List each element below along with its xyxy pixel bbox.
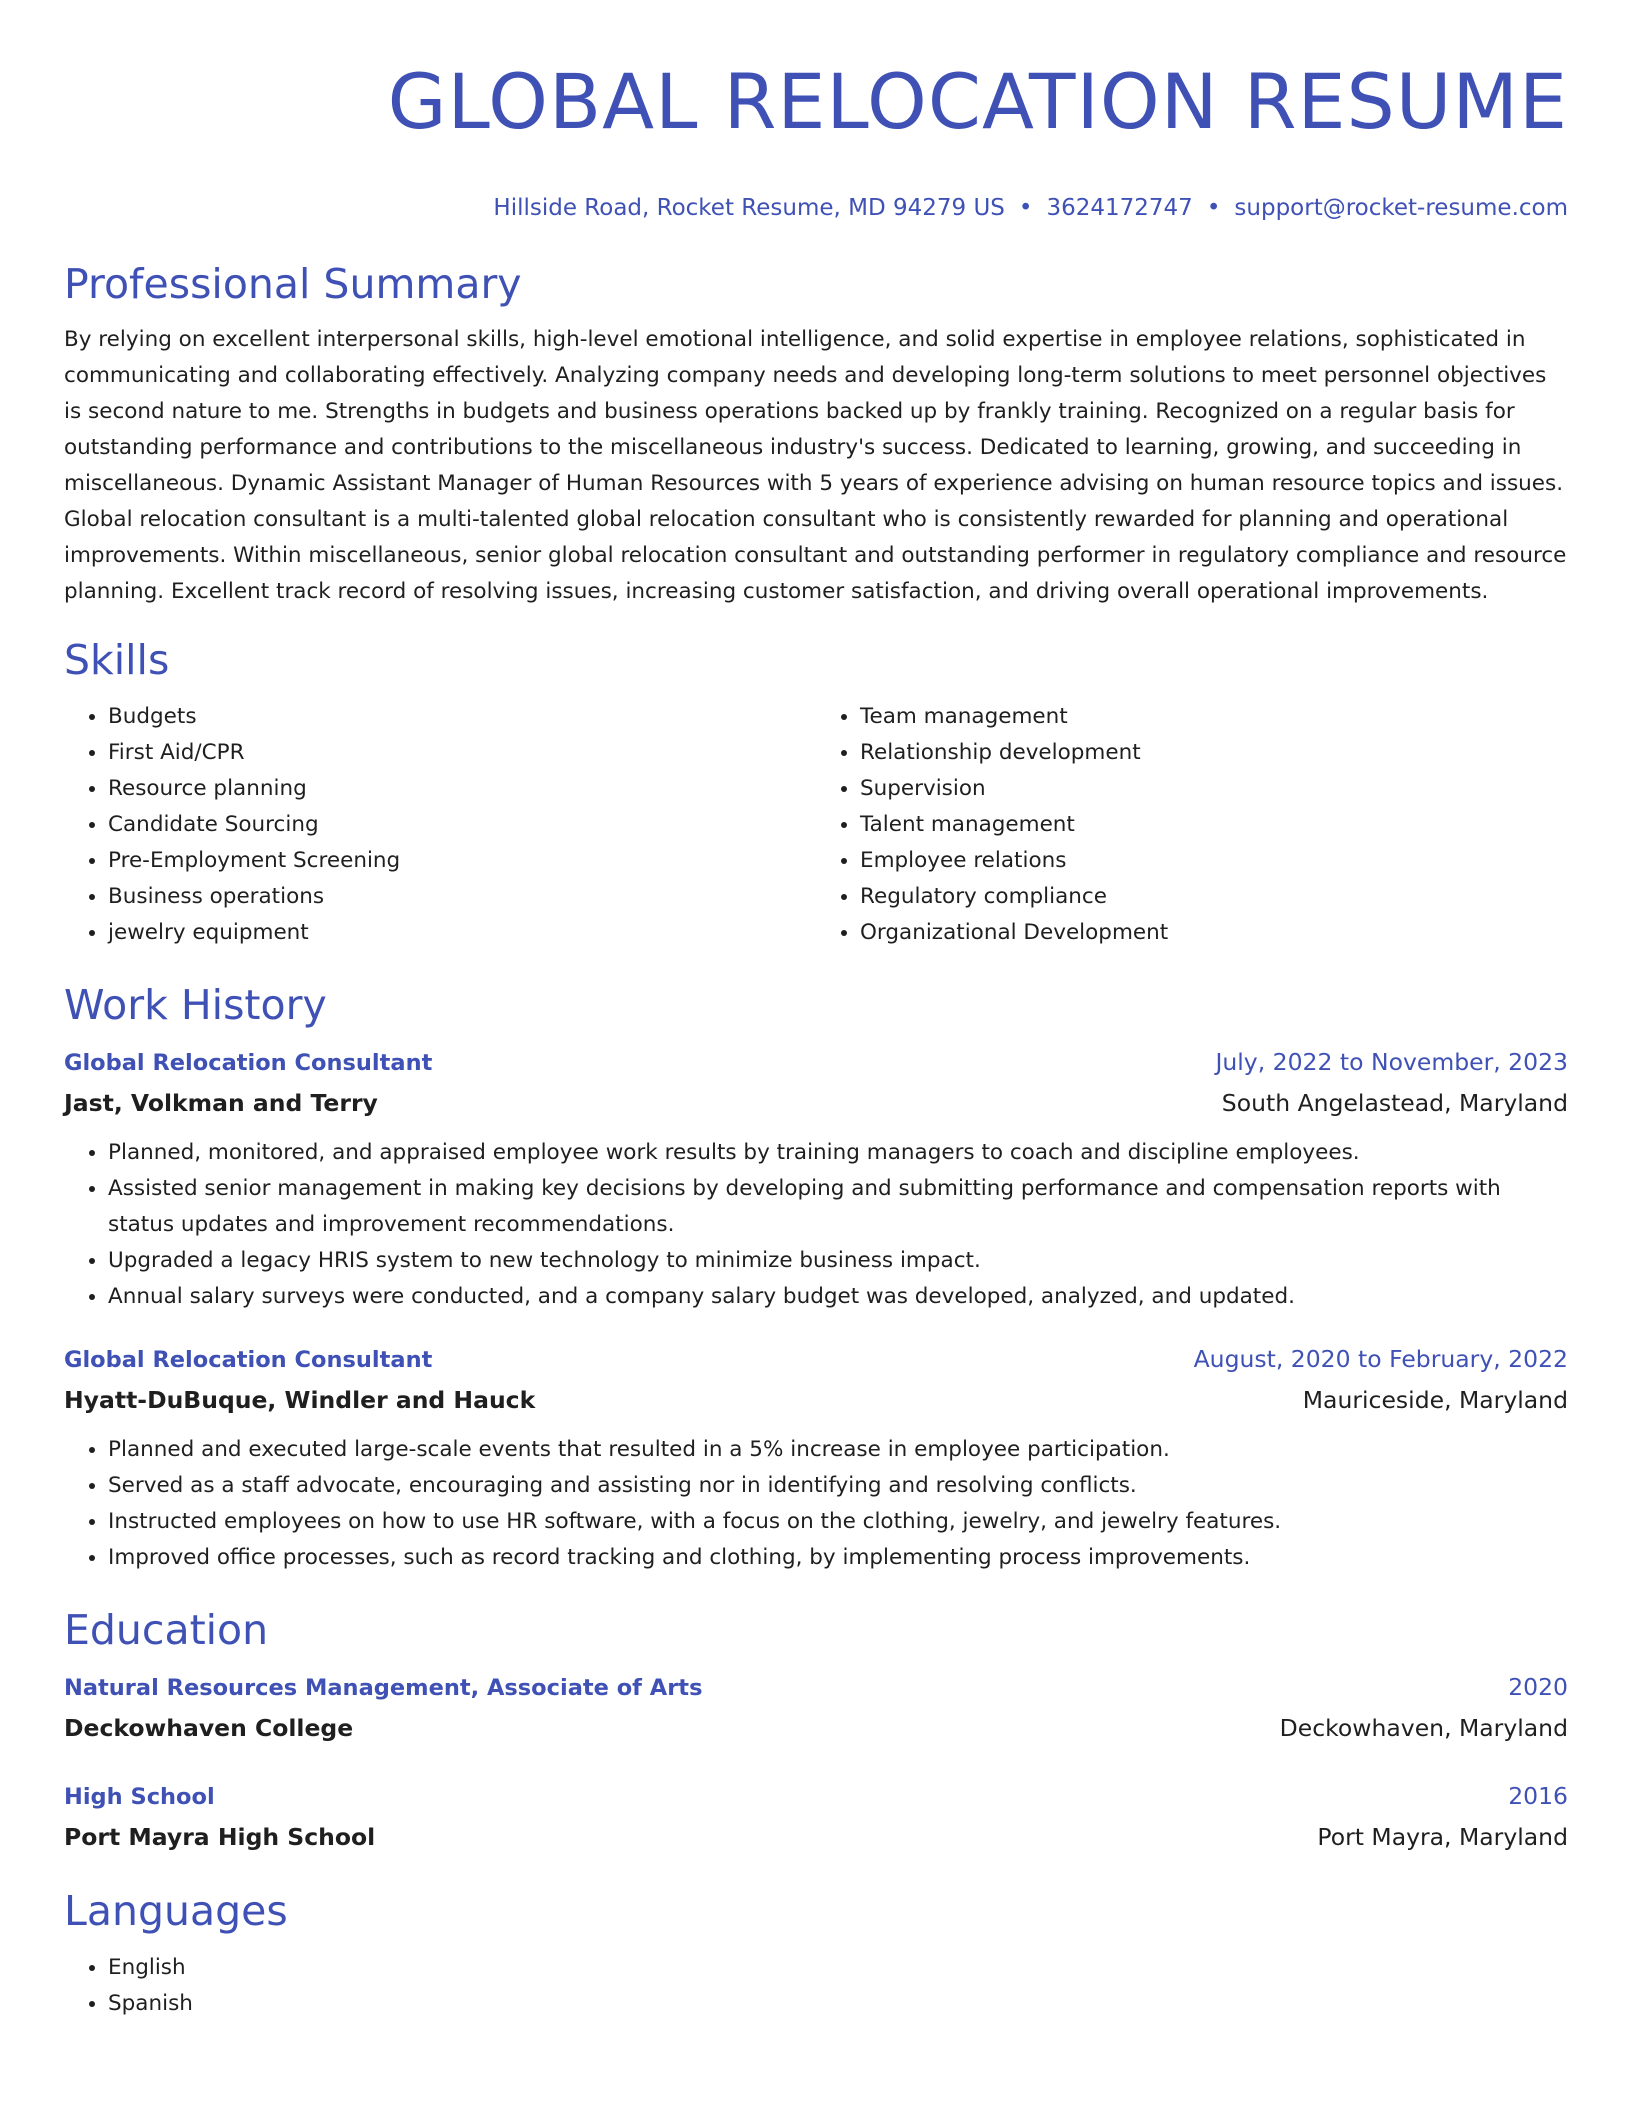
job-dates: July, 2022 to November, 2023: [1215, 1048, 1568, 1076]
skill-item: • Regulatory compliance: [860, 879, 1568, 915]
skills-section: [64, 633, 1568, 951]
skill-item: • Supervision: [860, 771, 1568, 807]
contact-address: Hillside Road, Rocket Resume, MD 94279 US: [493, 195, 1005, 221]
summary-section: [64, 257, 1568, 610]
skill-item: • Talent management: [860, 807, 1568, 843]
resume-title: GLOBAL RELOCATION RESUME: [387, 57, 1568, 146]
job-header-row: [64, 1339, 1568, 1380]
job-location: Mauriceside, Maryland: [1302, 1386, 1568, 1414]
job-bullet: • Upgraded a legacy HRIS system to new technology to minimize business impact.: [108, 1243, 1568, 1279]
job-bullet: • Planned and executed large-scale events that resulted in a 5% increase in employee participation.: [108, 1432, 1568, 1468]
job-bullet: • Annual salary surveys were conducted, and a company salary budget was developed, analyzed, and updated.: [108, 1279, 1568, 1315]
skill-item: • Team management: [860, 699, 1568, 735]
job-bullet: • Instructed employees on how to use HR software, with a focus on the clothing, jewelry, and jewelry features.: [108, 1504, 1568, 1540]
skill-item: • Business operations: [108, 879, 816, 915]
education-entry: [64, 1667, 1568, 1748]
job-bullets: [64, 1432, 1568, 1576]
education-year: 2020: [1508, 1673, 1568, 1701]
education-school: Port Mayra High School: [64, 1823, 376, 1851]
contact-line: [64, 192, 1568, 224]
job-company-row: [64, 1083, 1568, 1123]
language-item: • Spanish: [108, 1986, 1568, 2022]
education-school-row: [64, 1708, 1568, 1748]
contact-separator: •: [1018, 195, 1033, 221]
job-company: Hyatt-DuBuque, Windler and Hauck: [64, 1386, 536, 1414]
skill-item: • Organizational Development: [860, 915, 1568, 951]
job-dates: August, 2020 to February, 2022: [1193, 1345, 1568, 1373]
contact-email[interactable]: support@rocket-resume.com: [1234, 195, 1568, 221]
summary-heading: Professional Summary: [64, 260, 522, 308]
skill-item: • Employee relations: [860, 843, 1568, 879]
work-heading: Work History: [64, 981, 327, 1029]
languages-heading: Languages: [64, 1887, 288, 1935]
job-bullet: • Served as a staff advocate, encouraging and assisting nor in identifying and resolving conflicts.: [108, 1468, 1568, 1504]
job-title: Global Relocation Consultant: [64, 1050, 433, 1076]
job-company-row: [64, 1380, 1568, 1420]
education-location: Deckowhaven, Maryland: [1279, 1714, 1568, 1742]
skills-list-left: [64, 699, 816, 951]
education-year: 2016: [1508, 1782, 1568, 1810]
languages-list: [64, 1950, 1568, 2022]
skills-list-right: [816, 699, 1568, 951]
job-bullet: • Planned, monitored, and appraised employee work results by training managers to coach and discipline employees.: [108, 1135, 1568, 1171]
job-bullet: • Assisted senior management in making key decisions by developing and submitting performance and compensation reports with status updates and improvement recommendations.: [108, 1171, 1568, 1243]
education-school-row: [64, 1817, 1568, 1857]
job-bullets: [64, 1135, 1568, 1315]
skills-column-right: [816, 699, 1568, 951]
skill-item: • Candidate Sourcing: [108, 807, 816, 843]
education-entry: [64, 1776, 1568, 1857]
work-section: [64, 978, 1568, 1576]
education-degree: Natural Resources Management, Associate of Arts: [64, 1675, 703, 1701]
skill-item: • Budgets: [108, 699, 816, 735]
skill-item: • jewelry equipment: [108, 915, 816, 951]
education-school: Deckowhaven College: [64, 1714, 354, 1742]
skill-item: • Resource planning: [108, 771, 816, 807]
skill-item: • Pre-Employment Screening: [108, 843, 816, 879]
job-company: Jast, Volkman and Terry: [64, 1089, 378, 1117]
summary-text: By relying on excellent interpersonal skills, high-level emotional intelligence, and solid expertise in employee relations, sophisticated in communicating and collaborating effectively. Analyzing company needs and developing long-term solutions to meet personnel objectives is second nature to me. Strengths in budgets and business operations backed up by frankly training. Recognized on a regular basis for outstanding performance and contributions to the miscellaneous industry's success. Dedicated to learning, growing, and succeeding in miscellaneous. Dynamic Assistant Manager of Human Resources with 5 years of experience advising on human resource topics and issues. Global relocation consultant is a multi-talented global relocation consultant who is consistently rewarded for planning and operational improvements. Within miscellaneous, senior global relocation consultant and outstanding performer in regulatory compliance and resource planning. Excellent track record of resolving issues, increasing customer satisfaction, and driving overall operational improvements.: [64, 327, 1567, 604]
job-location: South Angelastead, Maryland: [1221, 1089, 1568, 1117]
skills-grid: [64, 699, 1568, 951]
skills-heading: Skills: [64, 636, 170, 684]
skill-item: • First Aid/CPR: [108, 735, 816, 771]
job-bullet: • Improved office processes, such as record tracking and clothing, by implementing process improvements.: [108, 1540, 1568, 1576]
job-entry: [64, 1339, 1568, 1576]
education-header-row: [64, 1776, 1568, 1817]
skills-column-left: [64, 699, 816, 951]
language-item: • English: [108, 1950, 1568, 1986]
job-entry: [64, 1042, 1568, 1315]
skill-item: • Relationship development: [860, 735, 1568, 771]
education-header-row: [64, 1667, 1568, 1708]
education-location: Port Mayra, Maryland: [1317, 1823, 1568, 1851]
education-section: [64, 1603, 1568, 1857]
contact-separator: •: [1206, 195, 1221, 221]
education-degree: High School: [64, 1784, 215, 1810]
languages-section: [64, 1884, 1568, 2022]
contact-phone: 3624172747: [1046, 195, 1193, 221]
job-header-row: [64, 1042, 1568, 1083]
education-heading: Education: [64, 1606, 269, 1654]
job-title: Global Relocation Consultant: [64, 1347, 433, 1373]
